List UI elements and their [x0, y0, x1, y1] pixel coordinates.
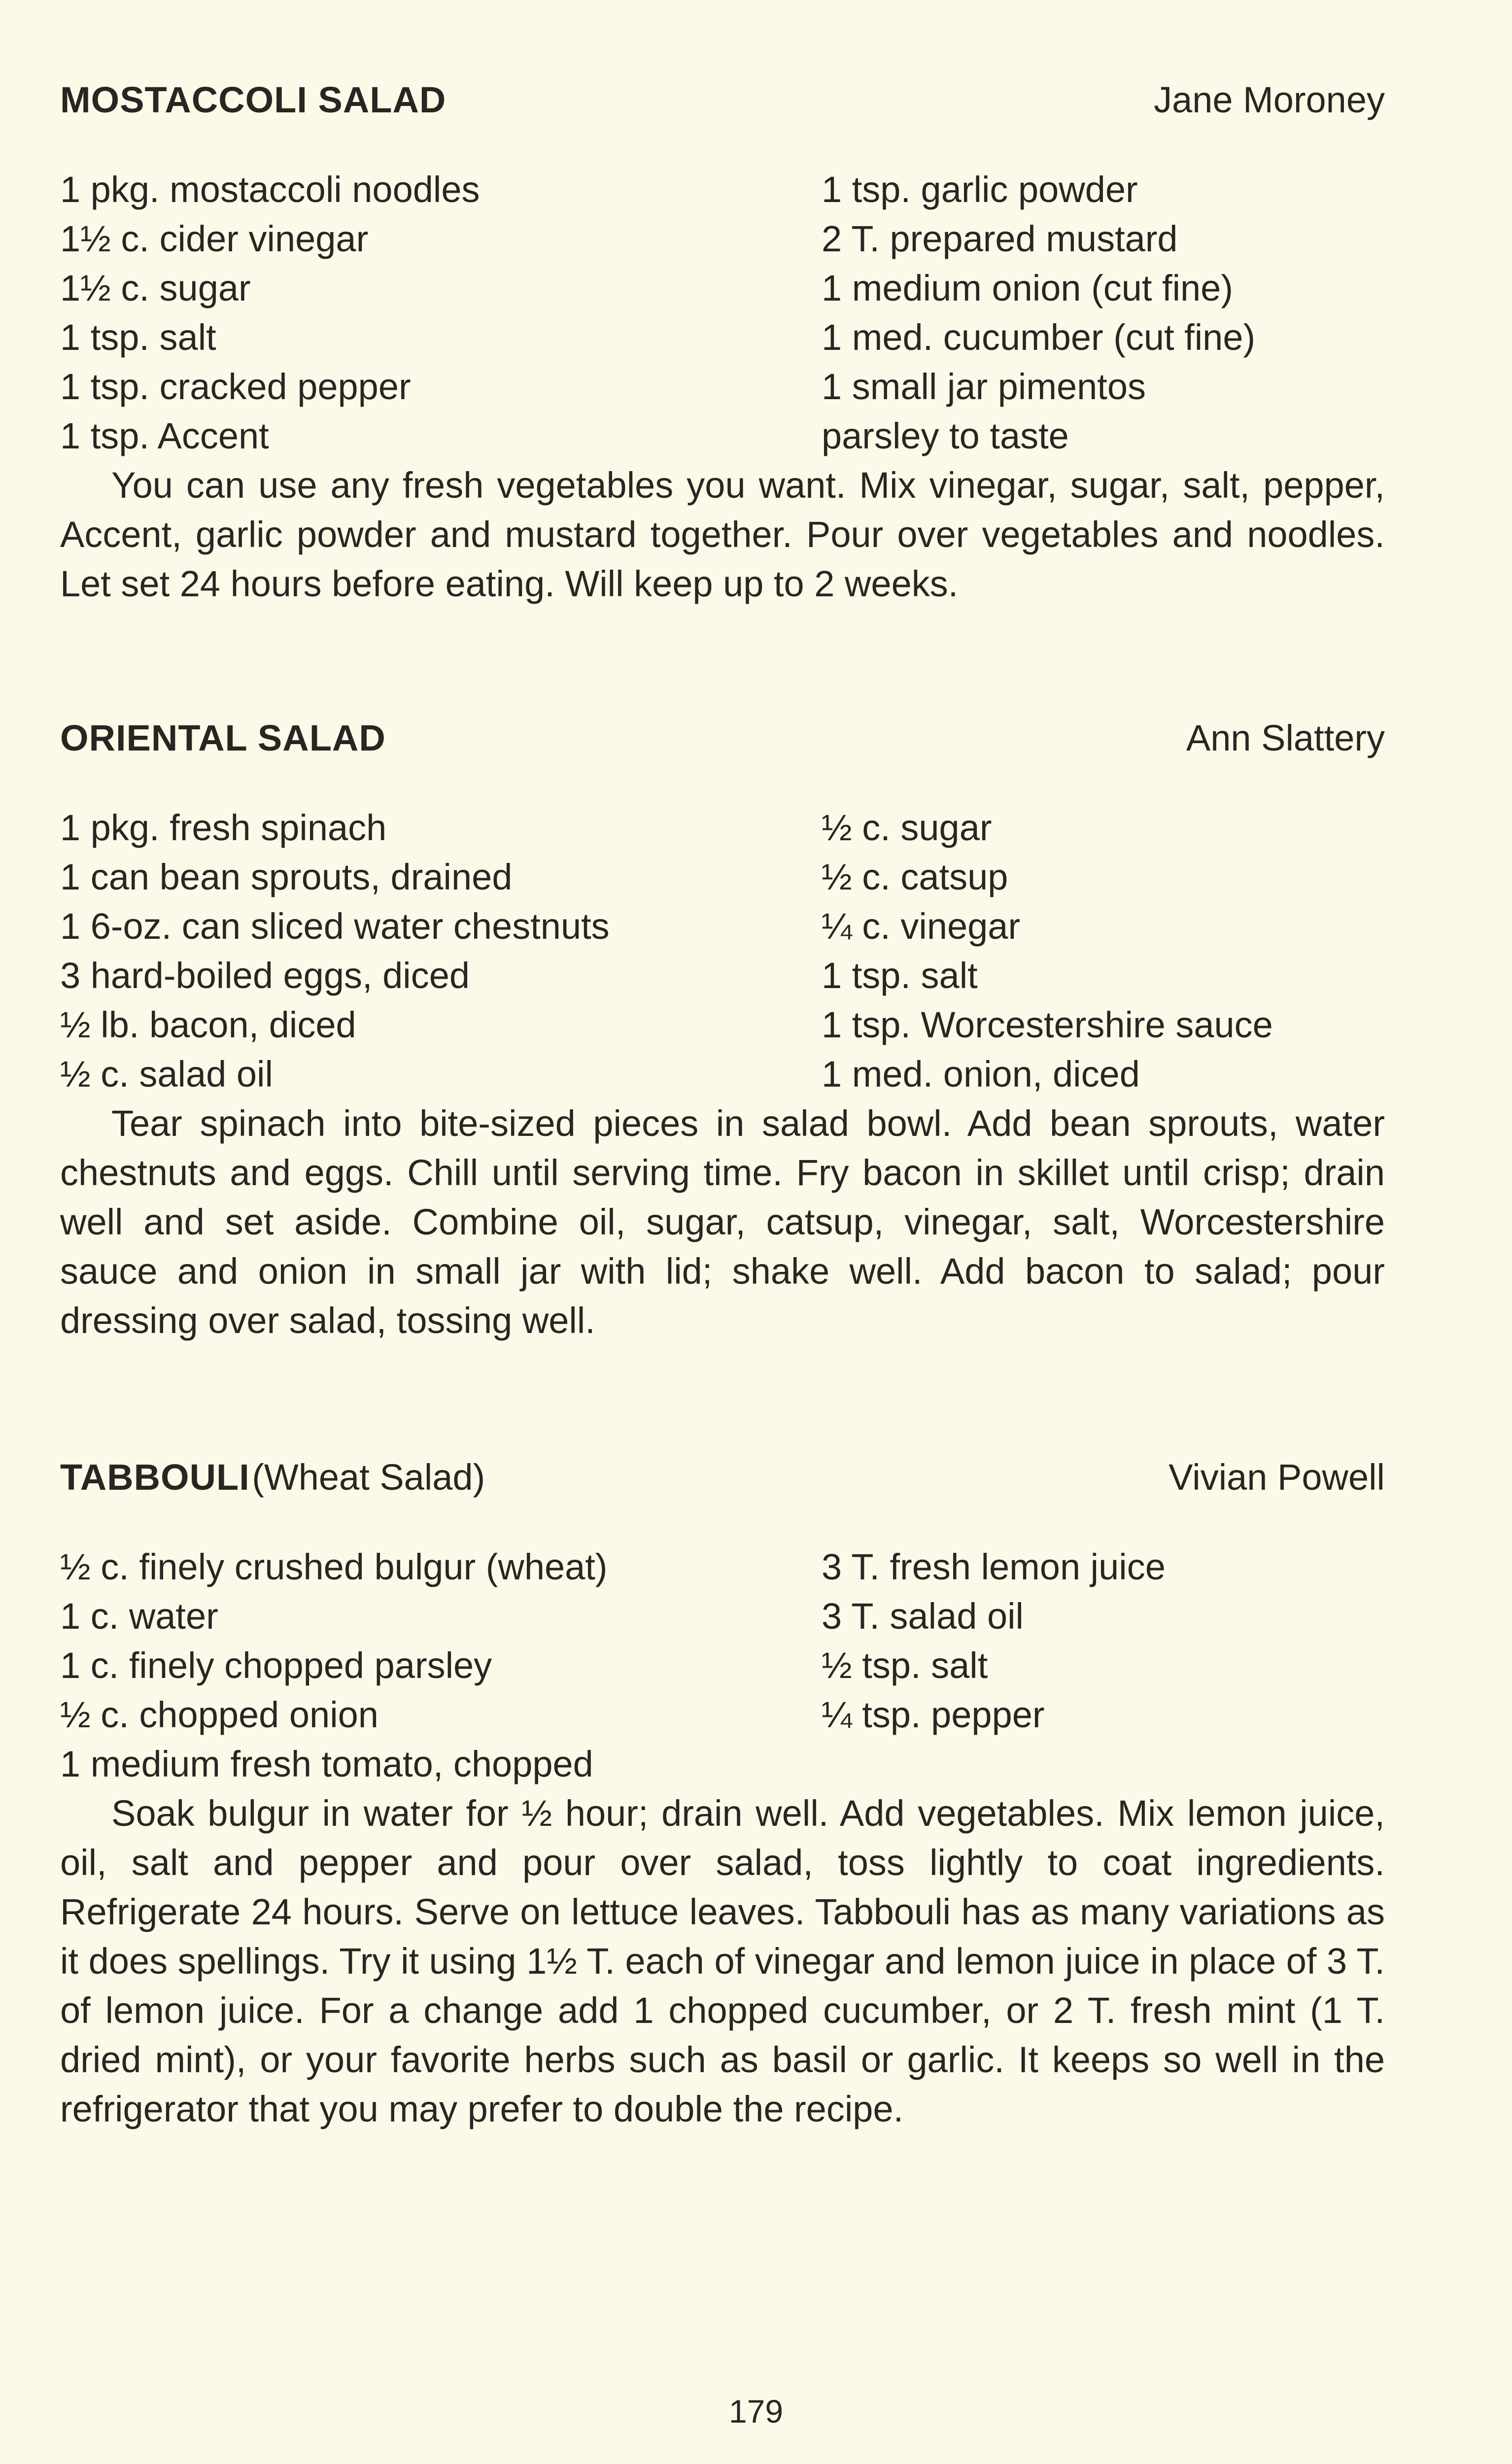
- ingredient-item: 1 c. finely chopped parsley: [60, 1645, 492, 1686]
- recipe-title-line: [60, 1456, 485, 1498]
- recipe-oriental-salad: [60, 717, 1385, 1345]
- ingredient-item: 3 hard-boiled eggs, diced: [60, 955, 470, 996]
- recipe-tabbouli: [60, 1456, 1385, 2134]
- ingredient-column-right: [822, 165, 1385, 461]
- page-number: 179: [728, 2393, 784, 2430]
- recipe-title-line: [60, 79, 446, 121]
- recipe-mostaccoli-salad: [60, 79, 1385, 609]
- ingredient-item: ½ lb. bacon, diced: [60, 1004, 356, 1045]
- ingredient-item: 3 T. fresh lemon juice: [822, 1546, 1166, 1587]
- recipe-subtitle: (Wheat Salad): [252, 1457, 485, 1498]
- ingredient-item: 1 tsp. Worcestershire sauce: [822, 1004, 1273, 1045]
- recipe-header: [60, 79, 1385, 121]
- ingredient-item: ½ c. salad oil: [60, 1054, 273, 1095]
- ingredient-item: 2 T. prepared mustard: [822, 218, 1178, 259]
- ingredient-item: 1½ c. sugar: [60, 268, 251, 308]
- ingredient-item: 1 6-oz. can sliced water chestnuts: [60, 906, 610, 947]
- recipe-title: MOSTACCOLI SALAD: [60, 79, 447, 120]
- ingredient-item: ¼ c. vinegar: [822, 906, 1021, 947]
- ingredient-item: 1 pkg. mostaccoli noodles: [60, 169, 480, 210]
- recipe-title: TABBOULI: [60, 1457, 250, 1498]
- ingredient-column-left: [60, 803, 822, 1099]
- ingredient-item: 1 can bean sprouts, drained: [60, 856, 513, 897]
- recipe-method: Soak bulgur in water for ½ hour; drain well. Add vegetables. Mix lemon juice, oil, salt and pepper and pour over salad, toss lightly to coat ingredients. Refrigerate 24 hours. Serve on lettuce leaves. Tabbouli has as many variations as it does spellings. Try it using 1½ T. each of vinegar and lemon juice in place of 3 T. of lemon juice. For a change add 1 chopped cucumber, or 2 T. fresh mint (1 T. dried mint), or your favorite herbs such as basil or garlic. It keeps so well in the refrigerator that you may prefer to double the recipe.: [60, 1793, 1385, 2129]
- ingredient-item: ½ c. catsup: [822, 856, 1008, 897]
- ingredient-item: 1½ c. cider vinegar: [60, 218, 369, 259]
- recipe-method: You can use any fresh vegetables you want. Mix vinegar, sugar, salt, pepper, Accent, garlic powder and mustard together. Pour over vegetables and noodles. Let set 24 hours before eating. Will keep up to 2 weeks.: [60, 465, 1385, 604]
- recipe-author: Jane Moroney: [1154, 79, 1385, 120]
- ingredient-item: ¼ tsp. pepper: [822, 1694, 1045, 1735]
- ingredient-item: 1 medium fresh tomato, chopped: [60, 1744, 593, 1784]
- ingredient-list: [60, 803, 1385, 1099]
- ingredient-item: 1 medium onion (cut fine): [822, 268, 1233, 308]
- ingredient-list: [60, 165, 1385, 461]
- ingredient-item: 1 tsp. cracked pepper: [60, 366, 411, 407]
- ingredient-item: 1 small jar pimentos: [822, 366, 1146, 407]
- ingredient-column-left: [60, 165, 822, 461]
- recipe-title-line: [60, 717, 386, 759]
- ingredient-item: 1 tsp. salt: [822, 955, 978, 996]
- recipe-method: Tear spinach into bite-sized pieces in salad bowl. Add bean sprouts, water chestnuts and eggs. Chill until serving time. Fry bacon in skillet until crisp; drain well and set aside. Combine oil, sugar, catsup, vinegar, salt, Worcestershire sauce and onion in small jar with lid; shake well. Add bacon to salad; pour dressing over salad, tossing well.: [60, 1103, 1385, 1341]
- ingredient-item: parsley to taste: [822, 415, 1069, 456]
- ingredient-item: 3 T. salad oil: [822, 1596, 1024, 1637]
- ingredient-item: ½ c. chopped onion: [60, 1694, 378, 1735]
- ingredient-item: ½ c. sugar: [822, 807, 992, 848]
- recipe-author: Vivian Powell: [1168, 1457, 1385, 1498]
- recipe-header: [60, 717, 1385, 759]
- ingredient-item: 1 med. cucumber (cut fine): [822, 317, 1256, 358]
- recipe-author: Ann Slattery: [1186, 718, 1385, 758]
- ingredient-item: ½ tsp. salt: [822, 1645, 988, 1686]
- ingredient-item: 1 tsp. salt: [60, 317, 216, 358]
- ingredient-item: ½ c. finely crushed bulgur (wheat): [60, 1546, 608, 1587]
- ingredient-item: 1 c. water: [60, 1596, 218, 1637]
- ingredient-column-right: [822, 1542, 1385, 1789]
- recipe-title: ORIENTAL SALAD: [60, 718, 386, 758]
- ingredient-item: 1 med. onion, diced: [822, 1054, 1140, 1095]
- recipe-header: [60, 1456, 1385, 1498]
- ingredient-item: 1 tsp. Accent: [60, 415, 269, 456]
- ingredient-item: 1 tsp. garlic powder: [822, 169, 1138, 210]
- ingredient-item: 1 pkg. fresh spinach: [60, 807, 387, 848]
- ingredient-list: [60, 1542, 1385, 1789]
- ingredient-column-right: [822, 803, 1385, 1099]
- ingredient-column-left: [60, 1542, 822, 1789]
